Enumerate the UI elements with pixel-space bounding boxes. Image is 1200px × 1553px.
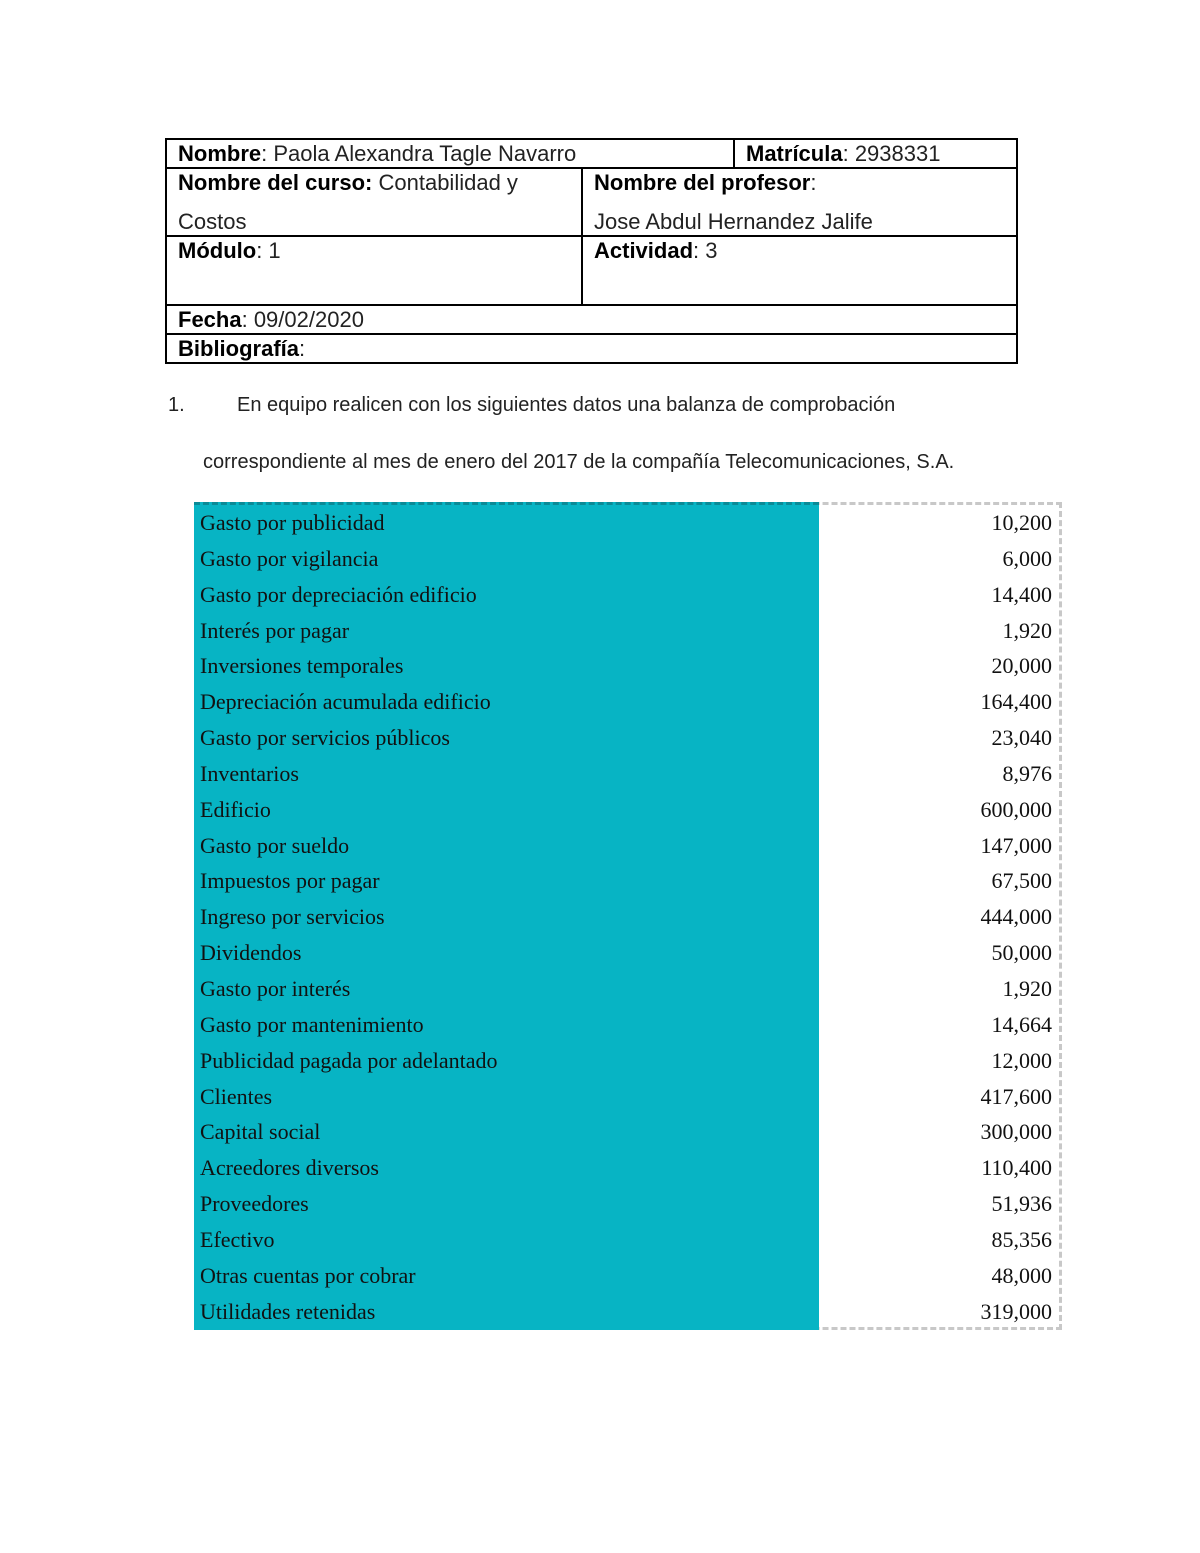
- module-value: : 1: [256, 238, 281, 263]
- module-label: Módulo: [178, 238, 257, 263]
- account-row: [194, 899, 1060, 935]
- account-amount: 1,920: [1002, 617, 1052, 643]
- account-amount: 417,600: [980, 1083, 1052, 1109]
- account-amount: 110,400: [981, 1155, 1052, 1181]
- account-name: Acreedores diversos: [200, 1155, 379, 1181]
- info-row-bibliography: [166, 334, 1017, 363]
- date-label: Fecha: [178, 307, 242, 332]
- student-info-table: [165, 138, 1018, 364]
- professor-colon: :: [810, 170, 817, 195]
- account-name: Gasto por sueldo: [200, 832, 350, 858]
- account-row: [194, 1294, 1060, 1330]
- account-amount: 85,356: [991, 1226, 1052, 1252]
- account-row: [194, 1007, 1060, 1043]
- activity-cell: [582, 236, 1017, 305]
- student-name-value: : Paola Alexandra Tagle Navarro: [261, 141, 577, 166]
- matricula-cell: [734, 139, 1017, 168]
- account-amount: 50,000: [991, 940, 1052, 966]
- professor-label: Nombre del profesor: [594, 170, 811, 195]
- account-amount: 147,000: [980, 832, 1052, 858]
- account-amount: 51,936: [991, 1191, 1052, 1217]
- account-amount: 67,500: [991, 868, 1052, 894]
- account-name: Utilidades retenidas: [200, 1298, 376, 1324]
- account-row: [194, 1043, 1060, 1079]
- instruction-line-1: En equipo realicen con los siguientes datos una balanza de comprobación: [237, 394, 896, 416]
- account-name: Dividendos: [200, 940, 302, 966]
- account-amount: 23,040: [991, 725, 1052, 751]
- date-value: : 09/02/2020: [241, 307, 364, 332]
- account-row: [194, 935, 1060, 971]
- instruction-line-2: correspondiente al mes de enero del 2017 de la compañía Telecomunicaciones, S.A.: [203, 451, 955, 473]
- account-name: Gasto por publicidad: [200, 510, 385, 535]
- account-row: [194, 648, 1060, 684]
- account-name: Proveedores: [200, 1191, 309, 1217]
- account-name: Gasto por depreciación edificio: [200, 581, 477, 607]
- account-row: [194, 541, 1060, 577]
- account-name: Gasto por interés: [200, 975, 351, 1001]
- account-amount: 319,000: [980, 1298, 1052, 1324]
- account-name: Gasto por vigilancia: [200, 545, 379, 571]
- account-name: Inversiones temporales: [200, 653, 404, 679]
- account-row: [194, 971, 1060, 1007]
- bibliography-value: :: [299, 336, 306, 361]
- account-row: [194, 1150, 1060, 1186]
- account-name: Depreciación acumulada edificio: [200, 689, 491, 715]
- student-name-label: Nombre: [178, 141, 262, 166]
- account-name: Otras cuentas por cobrar: [200, 1262, 416, 1288]
- matricula-value: : 2938331: [842, 141, 941, 166]
- account-name: Ingreso por servicios: [200, 904, 385, 930]
- account-amount: 14,664: [991, 1011, 1052, 1037]
- module-cell: [166, 236, 582, 305]
- course-value-line2: Costos: [178, 209, 247, 234]
- account-amount: 10,200: [991, 510, 1052, 535]
- account-amount: 164,400: [980, 689, 1052, 715]
- account-amount: 14,400: [991, 581, 1052, 607]
- account-row: [194, 1114, 1060, 1150]
- account-amount: 6,000: [1002, 545, 1052, 571]
- account-row: [194, 684, 1060, 720]
- account-amount: 300,000: [980, 1119, 1052, 1145]
- account-name: Gasto por mantenimiento: [200, 1011, 424, 1037]
- account-amount: 444,000: [980, 904, 1052, 930]
- activity-value: : 3: [693, 238, 718, 263]
- account-row: [194, 792, 1060, 828]
- professor-value: Jose Abdul Hernandez Jalife: [594, 209, 873, 234]
- account-row: [194, 756, 1060, 792]
- account-amount: 12,000: [991, 1047, 1052, 1073]
- info-row-name: [166, 139, 1017, 168]
- account-amount: 600,000: [980, 796, 1052, 822]
- account-name: Efectivo: [200, 1226, 275, 1252]
- course-label: Nombre del curso:: [178, 170, 373, 195]
- account-name: Publicidad pagada por adelantado: [200, 1047, 498, 1073]
- info-row-course: [166, 168, 1017, 236]
- activity-label: Actividad: [594, 238, 694, 263]
- account-row: [194, 1258, 1060, 1294]
- bibliography-cell: [166, 334, 1017, 363]
- account-amount: 48,000: [991, 1262, 1052, 1288]
- account-row: [194, 1186, 1060, 1222]
- student-name-cell: [166, 139, 734, 168]
- course-cell: [166, 168, 582, 236]
- matricula-label: Matrícula: [746, 141, 843, 166]
- account-name: Clientes: [200, 1083, 273, 1109]
- account-amount: 20,000: [991, 653, 1052, 679]
- account-name: Edificio: [200, 796, 271, 822]
- instruction-number: 1.: [168, 394, 185, 416]
- account-row: [194, 863, 1060, 899]
- course-value-line1: Contabilidad y: [372, 170, 518, 195]
- account-row: [194, 828, 1060, 864]
- account-name: Inventarios: [200, 760, 299, 786]
- date-cell: [166, 305, 1017, 334]
- account-name: Impuestos por pagar: [200, 868, 380, 894]
- account-name: Capital social: [200, 1119, 321, 1145]
- professor-cell: [582, 168, 1017, 236]
- account-row: [194, 1222, 1060, 1258]
- account-row: [194, 720, 1060, 756]
- info-row-date: [166, 305, 1017, 334]
- info-row-module: [166, 236, 1017, 305]
- account-name: Gasto por servicios públicos: [200, 725, 450, 751]
- account-row: [194, 505, 1060, 541]
- accounts-list: [194, 505, 1060, 1329]
- account-amount: 1,920: [1002, 975, 1052, 1001]
- account-row: [194, 1079, 1060, 1115]
- account-name: Interés por pagar: [200, 617, 350, 643]
- account-amount: 8,976: [1002, 760, 1052, 786]
- bibliography-label: Bibliografía: [178, 336, 300, 361]
- account-row: [194, 613, 1060, 649]
- account-row: [194, 577, 1060, 613]
